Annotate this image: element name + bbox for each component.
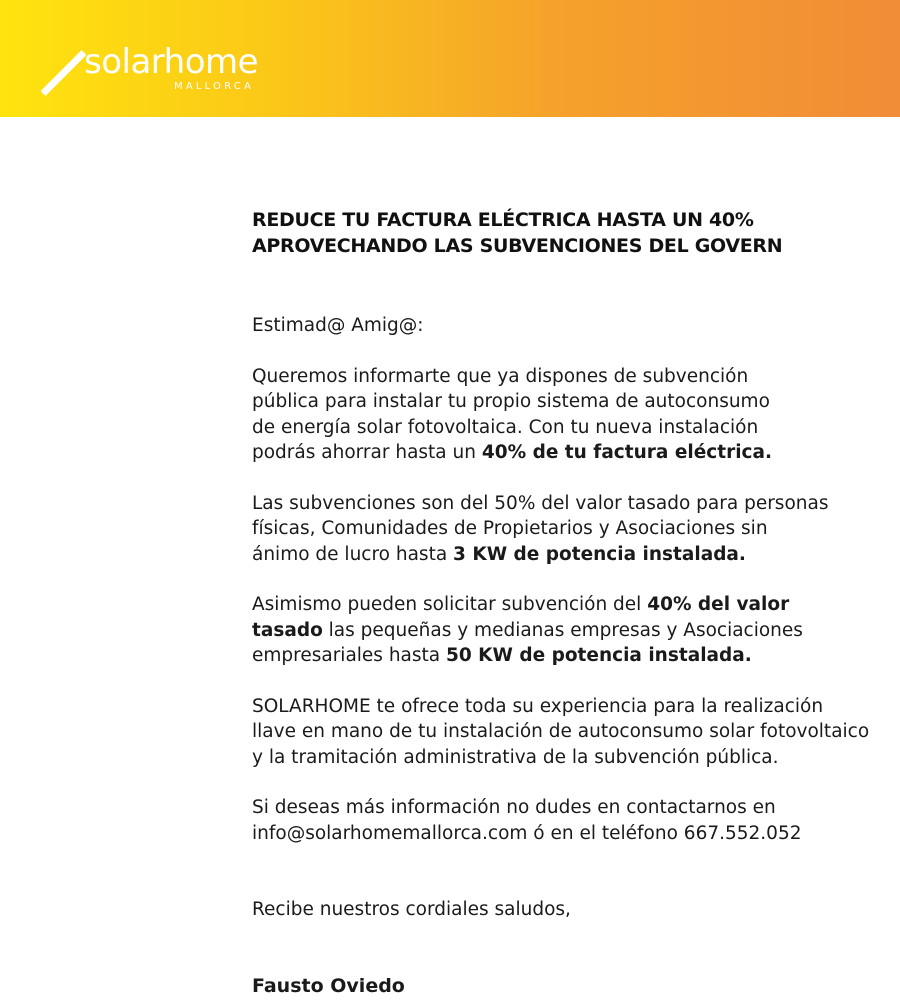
bold-highlight: 50 KW de potencia instalada.: [446, 645, 752, 666]
text-segment: empresariales hasta: [252, 645, 446, 666]
logo-subtitle: MALLORCA: [174, 81, 254, 92]
text-line: y la tramitación administrativa de la subvención pública.: [252, 746, 779, 768]
closing-salutation: Recibe nuestros cordiales saludos,: [252, 899, 571, 920]
paragraph-solarhome-offer: [252, 694, 892, 771]
text-line: pública para instalar tu propio sistema de autoconsumo: [252, 391, 770, 412]
text-line: SOLARHOME te ofrece toda su experiencia para la realización: [252, 695, 824, 717]
text-line: de energía solar fotovoltaica. Con tu nueva instalación: [252, 416, 759, 438]
signature-name: Fausto Oviedo: [252, 974, 405, 997]
text-line: Queremos informarte que ya dispones de subvención: [252, 365, 749, 387]
header-banner: [0, 0, 900, 117]
text-line: [252, 542, 892, 568]
text-line: [252, 618, 892, 644]
text-line: [252, 592, 892, 618]
text-line: [252, 643, 892, 669]
contact-line[interactable]: info@solarhomemallorca.com ó en el teléfono 667.552.052: [252, 822, 802, 844]
paragraph-subsidy-individuals: [252, 491, 892, 568]
letter-title: [252, 207, 892, 259]
title-line: REDUCE TU FACTURA ELÉCTRICA HASTA UN 40%: [252, 209, 754, 231]
paragraph-contact: [252, 795, 892, 846]
text-line: [252, 440, 892, 466]
text-segment: podrás ahorrar hasta un: [252, 442, 482, 463]
bold-highlight: 3 KW de potencia instalada.: [453, 543, 746, 565]
bold-highlight: tasado: [252, 619, 323, 641]
paragraph-subsidy-intro: [252, 364, 892, 466]
paragraph-subsidy-companies: [252, 592, 892, 669]
text-line: Si deseas más información no dudes en contactarnos en: [252, 797, 776, 818]
letter-body: [252, 207, 892, 999]
greeting: Estimad@ Amig@:: [252, 315, 424, 336]
text-segment: las pequeñas y medianas empresas y Asociaciones: [322, 619, 803, 641]
title-line: APROVECHANDO LAS SUBVENCIONES DEL GOVERN: [252, 235, 783, 257]
solarhome-logo[interactable]: [48, 24, 278, 104]
text-segment: ánimo de lucro hasta: [252, 543, 454, 565]
text-line: Las subvenciones son del 50% del valor tasado para personas: [252, 492, 829, 514]
text-line: llave en mano de tu instalación de autoconsumo solar fotovoltaico: [252, 721, 870, 742]
text-line: físicas, Comunidades de Propietarios y Asociaciones sin: [252, 518, 768, 539]
bold-highlight: 40% de tu factura eléctrica.: [481, 442, 773, 463]
text-segment: Asimismo pueden solicitar subvención del: [252, 594, 648, 615]
logo-wordmark: solarhome: [84, 42, 259, 82]
bold-highlight: 40% del valor: [647, 594, 790, 615]
logo-slash-icon: [41, 50, 87, 96]
